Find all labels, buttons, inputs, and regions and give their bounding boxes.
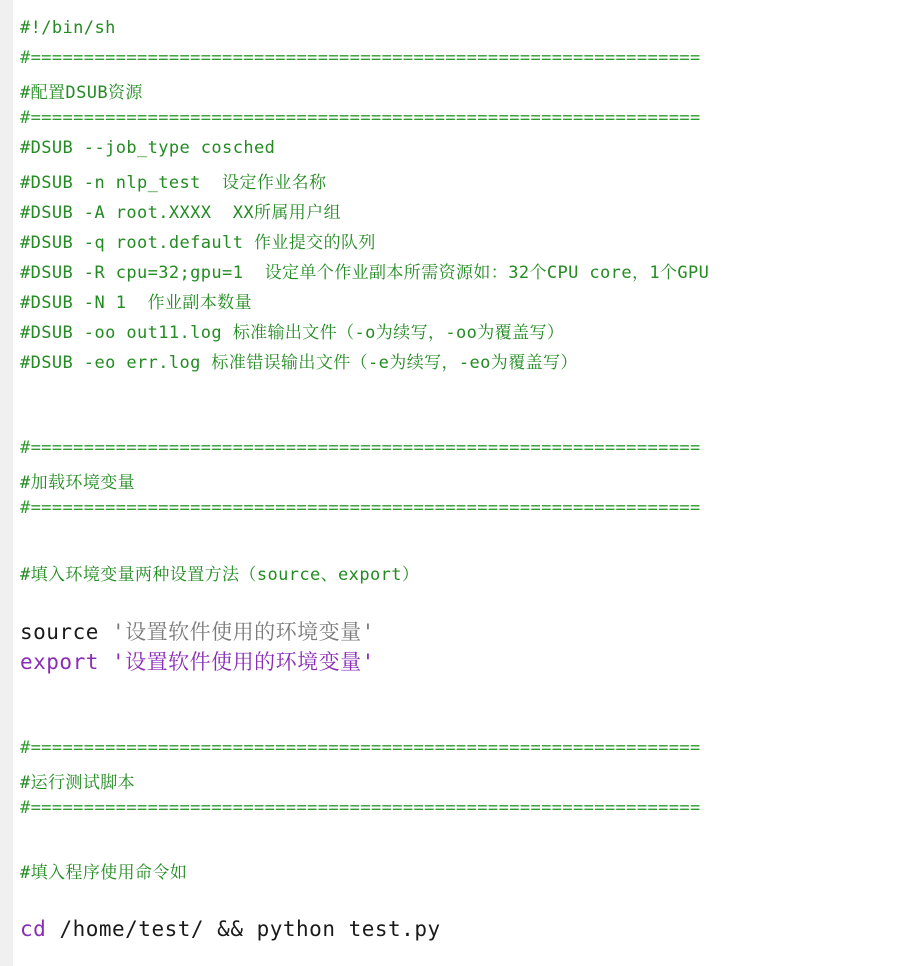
dsub-line-stdout: #DSUB -oo out11.log 标准输出文件（-o为续写，-oo为覆盖写） [20, 323, 565, 343]
source-argument: '设置软件使用的环境变量' [112, 620, 375, 644]
export-line [20, 646, 375, 676]
editor-gutter [0, 0, 13, 966]
source-command: source [20, 620, 99, 644]
code-area[interactable] [20, 0, 915, 966]
dsub-line-name: #DSUB -n nlp_test 设定作业名称 [20, 173, 327, 193]
section-header-run: #运行测试脚本 [20, 773, 136, 793]
separator-line: #=============================================================== [20, 798, 701, 818]
dsub-line-replicas: #DSUB -N 1 作业副本数量 [20, 293, 253, 313]
separator-line: #=============================================================== [20, 498, 701, 518]
dsub-line-stderr: #DSUB -eo err.log 标准错误输出文件（-e为续写，-eo为覆盖写） [20, 353, 578, 373]
cd-arguments: /home/test/ && python test.py [59, 917, 441, 941]
dsub-line-queue: #DSUB -q root.default 作业提交的队列 [20, 233, 376, 253]
dsub-line-account: #DSUB -A root.XXXX XX所属用户组 [20, 203, 341, 223]
separator-line: #=============================================================== [20, 48, 701, 68]
dsub-line-job-type: #DSUB --job_type cosched [20, 138, 276, 158]
separator-line: #=============================================================== [20, 438, 701, 458]
cd-command: cd [20, 917, 47, 941]
export-argument: '设置软件使用的环境变量' [112, 650, 375, 674]
separator-line: #=============================================================== [20, 738, 701, 758]
section-header-env: #加载环境变量 [20, 473, 136, 493]
run-command-comment: #填入程序使用命令如 [20, 863, 188, 883]
export-command: export [20, 650, 99, 674]
separator-line: #=============================================================== [20, 108, 701, 128]
dsub-line-resources: #DSUB -R cpu=32;gpu=1 设定单个作业副本所需资源如：32个CPU core，1个GPU [20, 263, 710, 283]
env-setup-comment: #填入环境变量两种设置方法（source、export） [20, 565, 420, 585]
shebang-line: #!/bin/sh [20, 18, 116, 38]
source-line [20, 616, 375, 646]
section-header-dsub: #配置DSUB资源 [20, 83, 143, 103]
cd-line [20, 917, 441, 941]
